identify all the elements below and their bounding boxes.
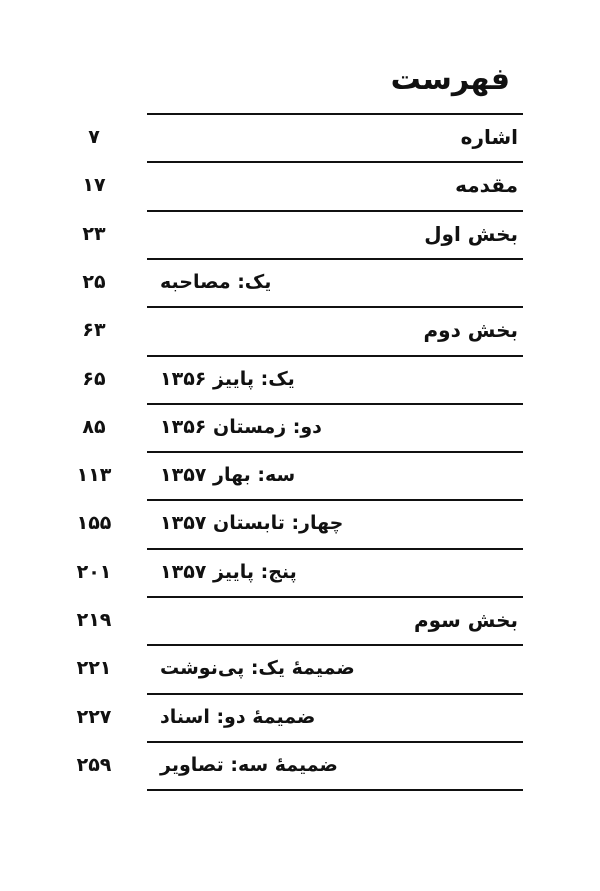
toc-page-number: ۶۳ bbox=[82, 319, 106, 342]
toc-row[interactable] bbox=[0, 355, 600, 403]
toc-row[interactable] bbox=[0, 644, 600, 692]
toc-row[interactable] bbox=[0, 548, 600, 596]
toc-entry-label: چهار: تابستان ۱۳۵۷ bbox=[160, 512, 344, 535]
toc-row[interactable] bbox=[0, 693, 600, 741]
toc-entry-label: دو: زمستان ۱۳۵۶ bbox=[160, 415, 322, 438]
toc-page-number: ۱۷ bbox=[82, 174, 106, 197]
toc-entry-label: بخش اول bbox=[424, 221, 518, 246]
toc-row[interactable] bbox=[0, 210, 600, 258]
toc-page-number: ۲۰۱ bbox=[76, 560, 112, 583]
toc-entry-label: ضمیمهٔ یک: پی‌نوشت bbox=[160, 657, 355, 680]
toc-entry-label: یک: مصاحبه bbox=[160, 270, 272, 293]
toc-entry-label: سه: بهار ۱۳۵۷ bbox=[160, 464, 296, 487]
toc-entry-label: پنج: پاییز ۱۳۵۷ bbox=[160, 560, 297, 583]
toc-page-number: ۲۲۱ bbox=[76, 657, 112, 680]
toc-page-number: ۲۵ bbox=[82, 270, 106, 293]
toc-row[interactable] bbox=[0, 596, 600, 644]
toc-row[interactable] bbox=[0, 741, 600, 789]
toc-rule bbox=[147, 789, 523, 791]
toc-row[interactable] bbox=[0, 113, 600, 161]
toc-entry-label: ضمیمهٔ سه: تصاویر bbox=[160, 753, 338, 776]
toc-page-number: ۸۵ bbox=[82, 415, 106, 438]
toc-title: فهرست bbox=[390, 62, 510, 97]
toc-page-number: ۲۵۹ bbox=[76, 753, 112, 776]
toc-entry-label: ضمیمهٔ دو: اسناد bbox=[160, 705, 316, 728]
toc-row[interactable] bbox=[0, 161, 600, 209]
toc-page-number: ۱۱۳ bbox=[76, 464, 112, 487]
toc-page-number: ۱۵۵ bbox=[76, 512, 112, 535]
toc-page-number: ۲۳ bbox=[82, 222, 106, 245]
toc-entry-label: یک: پاییز ۱۳۵۶ bbox=[160, 367, 295, 390]
toc-row[interactable] bbox=[0, 306, 600, 354]
toc-entry-label: بخش دوم bbox=[423, 318, 518, 343]
toc-row[interactable] bbox=[0, 258, 600, 306]
toc-row[interactable] bbox=[0, 451, 600, 499]
toc-row[interactable] bbox=[0, 499, 600, 547]
toc-entry-label: بخش سوم bbox=[413, 608, 518, 632]
toc-page-number: ۲۱۹ bbox=[76, 609, 112, 631]
toc-page-number: ۷ bbox=[88, 126, 100, 148]
toc-page-number: ۶۵ bbox=[82, 367, 106, 390]
toc-page-number: ۲۲۷ bbox=[76, 705, 112, 728]
toc-row[interactable] bbox=[0, 403, 600, 451]
toc-entry-label: مقدمه bbox=[455, 173, 518, 198]
toc-entry-label: اشاره bbox=[460, 125, 518, 149]
